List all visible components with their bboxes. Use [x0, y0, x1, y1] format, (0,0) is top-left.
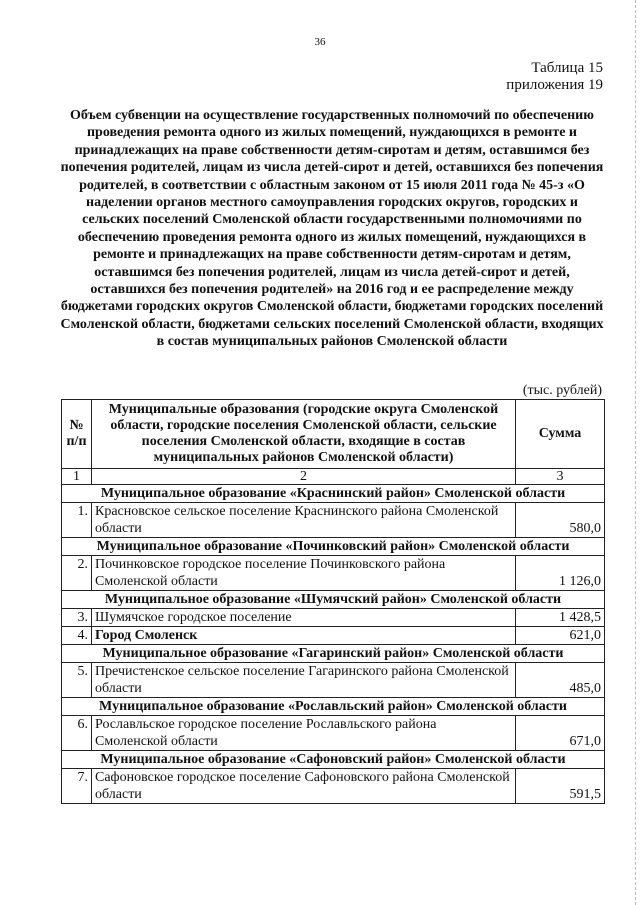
row-sum: 1 428,5: [516, 609, 605, 627]
page-margin-line: [635, 0, 636, 905]
table-row: [62, 556, 605, 591]
section-row: [62, 751, 605, 769]
table-row: [62, 769, 605, 804]
section-row: [62, 485, 605, 503]
table-row: [62, 503, 605, 538]
row-sum: 671,0: [516, 716, 605, 751]
row-num: 7.: [62, 769, 92, 804]
header-num: № п/п: [62, 400, 92, 469]
row-sum: 621,0: [516, 627, 605, 645]
row-num: 3.: [62, 609, 92, 627]
column-numbers-row: [62, 469, 605, 485]
row-sum: 485,0: [516, 663, 605, 698]
row-name: Красновское сельское поселение Краснинского района Смоленской области: [92, 503, 516, 538]
subvention-table: [61, 399, 605, 804]
table-row: [62, 716, 605, 751]
row-name: Рославльское городское поселение Рославльского района Смоленской области: [92, 716, 516, 751]
header-sum: Сумма: [516, 400, 605, 469]
row-num: 1.: [62, 503, 92, 538]
page-number: 36: [314, 36, 326, 48]
units-label: (тыс. рублей): [522, 383, 602, 398]
header-name: Муниципальные образования (городские округа Смоленской области, городские поселения Смоленской области, сельские поселения Смоленской области, входящие в состав муниципальных районов Смоленской области): [92, 400, 516, 469]
table-reference: [506, 60, 603, 94]
section-row: [62, 591, 605, 609]
section-title: Муниципальное образование «Рославльский район» Смоленской области: [62, 698, 605, 716]
table-row: [62, 609, 605, 627]
section-title: Муниципальное образование «Сафоновский район» Смоленской области: [62, 751, 605, 769]
table-row: [62, 627, 605, 645]
document-title: Объем субвенции на осуществление государственных полномочий по обеспечению проведения ремонта одного из жилых помещений, нуждающихся в ремонте и принадлежащих на праве собственности детям-сиротам и детям, оставшимся без попечения родителей, лицам из числа детей-сирот и детей, оставшихся без попечения родителей, в соответствии с областным законом от 15 июля 2011 года № 45-з «О наделении органов местного самоуправления городских округов, городских и сельских поселений Смоленской области государственными полномочиями по обеспечению проведения ремонта одного из жилых помещений, нуждающихся в ремонте и принадлежащих на праве собственности детям-сиротам и детям, оставшимся без попечения родителей, лицам из числа детей-сирот и детей, оставшихся без попечения родителей» на 2016 год и ее распределение между бюджетами городских округов Смоленской области, бюджетами городских поселений Смоленской области, бюджетами сельских поселений Смоленской области, входящих в состав муниципальных районов Смоленской области: [60, 108, 604, 350]
row-name: Шумячское городское поселение: [92, 609, 516, 627]
col-number: 2: [92, 469, 516, 485]
section-title: Муниципальное образование «Гагаринский район» Смоленской области: [62, 645, 605, 663]
table-ref-line1: Таблица 15: [531, 60, 603, 76]
table-ref-line2: приложения 19: [506, 77, 603, 93]
row-num: 4.: [62, 627, 92, 645]
row-sum: 1 126,0: [516, 556, 605, 591]
table-header-row: [62, 400, 605, 469]
row-name: Починковское городское поселение Починковского района Смоленской области: [92, 556, 516, 591]
col-number: 1: [62, 469, 92, 485]
row-name: Сафоновское городское поселение Сафоновского района Смоленской области: [92, 769, 516, 804]
row-name: Пречистенское сельское поселение Гагаринского района Смоленской области: [92, 663, 516, 698]
row-num: 5.: [62, 663, 92, 698]
section-row: [62, 538, 605, 556]
section-title: Муниципальное образование «Краснинский район» Смоленской области: [62, 485, 605, 503]
row-num: 6.: [62, 716, 92, 751]
row-name: Город Смоленск: [92, 627, 516, 645]
section-row: [62, 645, 605, 663]
section-title: Муниципальное образование «Шумячский район» Смоленской области: [62, 591, 605, 609]
row-sum: 580,0: [516, 503, 605, 538]
col-number: 3: [516, 469, 605, 485]
table-row: [62, 663, 605, 698]
row-sum: 591,5: [516, 769, 605, 804]
section-title: Муниципальное образование «Починковский район» Смоленской области: [62, 538, 605, 556]
section-row: [62, 698, 605, 716]
row-num: 2.: [62, 556, 92, 591]
